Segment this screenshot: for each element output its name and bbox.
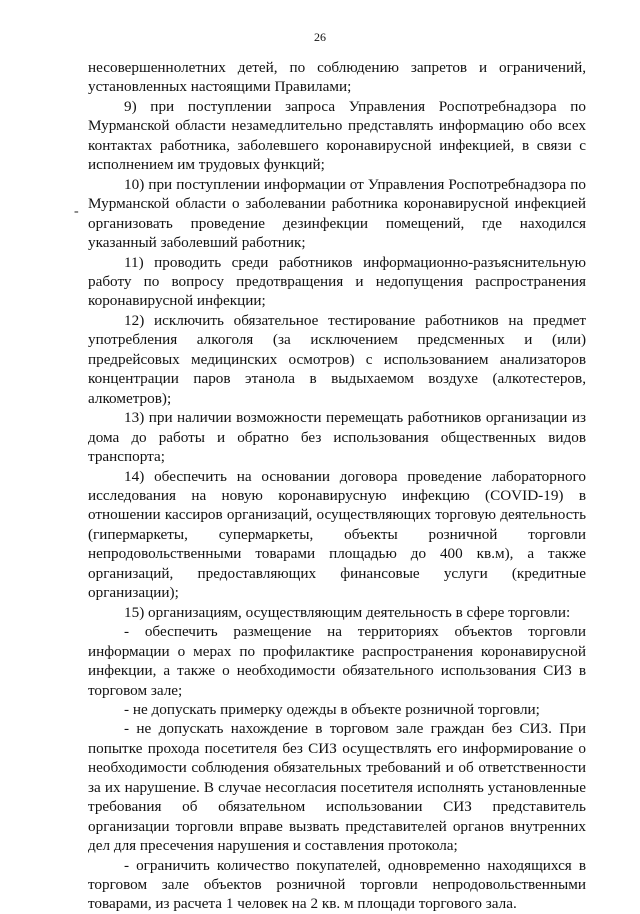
paragraph-item-13: 13) при наличии возможности перемещать работников организации из дома до работы и обратно без использования общественных видов транспорта; <box>88 409 586 466</box>
paragraph-item-11: 11) проводить среди работников информационно-разъяснительную работу по вопросу предотвращения и недопущения распространения коронавирусной инфекции; <box>88 253 586 310</box>
document-body <box>88 58 586 914</box>
margin-mark: - <box>74 204 79 219</box>
page-number: 26 <box>314 30 326 44</box>
paragraph-item-15: 15) организациям, осуществляющим деятельность в сфере торговли: <box>124 603 571 621</box>
paragraph-bullet-limit: - ограничить количество покупателей, одновременно находящихся в торговом зале объектов розничной торговли непродовольственными товарами, из расчета 1 человек на 2 кв. м площади торгового зала. <box>88 856 586 913</box>
paragraph-item-14: 14) обеспечить на основании договора проведение лабораторного исследования на новую коронавирусную инфекцию (COVID-19) в отношении кассиров организаций, осуществляющих торговую деятельность (гипермаркеты, супермаркеты, объекты розничной торговли непродовольственными товарами площадью до 400 кв.м), а также организаций, предоставляющих финансовые услуги (кредитные организации); <box>88 467 586 602</box>
paragraph-bullet-fitting: - не допускать примерку одежды в объекте розничной торговли; <box>124 700 540 718</box>
paragraph-item-12: 12) исключить обязательное тестирование работников на предмет употребления алкоголя (за исключением предсменных и (или) предрейсовых медицинских осмотров) с использованием анализаторов концентрации паров этанола в выдыхаемом воздухе (алкотестеров, алкометров); <box>88 311 586 407</box>
paragraph-bullet-no-ppe: - не допускать нахождение в торговом зале граждан без СИЗ. При попытке прохода посетителя без СИЗ осуществлять его информирование о необходимости соблюдения обязательных требований и об ответственности за их нарушение. В случае несогласия посетителя исполнять установленные требования об обязательном использовании СИЗ представитель организации торговли вправе вызвать представителей органов внутренних дел для пресечения нарушения и составления протокола; <box>88 720 586 855</box>
paragraph-continuation: несовершеннолетних детей, по соблюдению запретов и ограничений, установленных настоящими Правилами; <box>88 59 586 96</box>
paragraph-bullet-info: - обеспечить размещение на территориях объектов торговли информации о мерах по профилактике распространения коронавирусной инфекции, а также о необходимости обязательного использования СИЗ в торговом зале; <box>88 623 586 699</box>
paragraph-item-9: 9) при поступлении запроса Управления Роспотребнадзора по Мурманской области незамедлительно представлять информацию обо всех контактах работника, заболевшего коронавирусной инфекцией, в связи с исполнением им трудовых функций; <box>88 97 586 174</box>
paragraph-item-10: 10) при поступлении информации от Управления Роспотребнадзора по Мурманской области о заболевании работника коронавирусной инфекцией организовать проведение дезинфекции помещений, где находился указанный заболевший работник; <box>88 175 586 252</box>
